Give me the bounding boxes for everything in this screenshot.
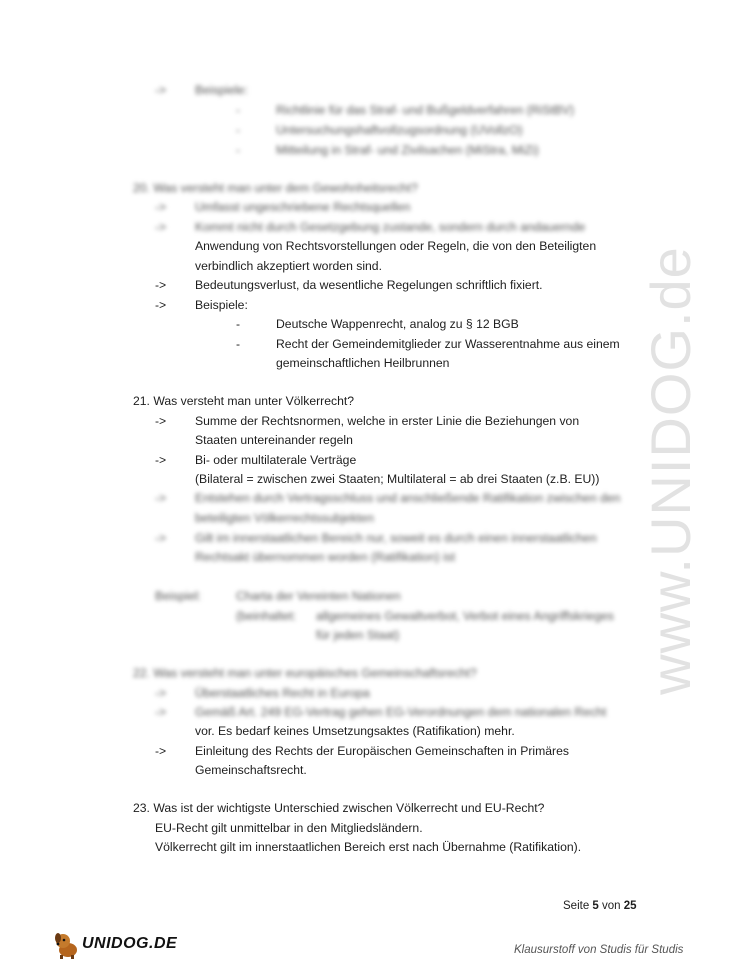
page-total: 25 <box>623 900 637 912</box>
text-line: für jeden Staat) <box>316 628 400 642</box>
text-line: gemeinschaftlichen Heilbrunnen <box>276 356 450 370</box>
page-current: 5 <box>592 900 599 912</box>
text-line: Staaten untereinander regeln <box>195 433 353 447</box>
page-middle: von <box>598 900 624 912</box>
dash-bullet: - <box>236 103 241 117</box>
dash-bullet: - <box>236 317 241 331</box>
arrow-bullet: -> <box>155 278 167 292</box>
unidog-logo <box>52 928 178 960</box>
text-line: Recht der Gemeindemitglieder zur Wasserentnahme aus einem <box>276 337 620 351</box>
text-line: Völkerrecht gilt im innerstaatlichen Bereich erst nach Übernahme (Ratifikation). <box>155 840 582 854</box>
arrow-bullet: -> <box>155 705 167 719</box>
arrow-bullet: -> <box>155 491 167 505</box>
text-line: Charta der Vereinten Nationen <box>236 589 401 603</box>
text-line: beteiligten Völkerrechtssubjekten <box>195 511 374 525</box>
text-line: 20. Was versteht man unter dem Gewohnheitsrecht? <box>133 181 418 195</box>
text-line: allgemeines Gewaltverbot, Verbot eines Angriffskrieges <box>316 609 614 623</box>
text-line: Untersuchungshaftvollzugsordnung (UVollzO) <box>276 123 523 137</box>
text-line: Gemeinschaftsrecht. <box>195 763 307 777</box>
dash-bullet: - <box>236 143 241 157</box>
dash-bullet: - <box>236 337 241 351</box>
watermark-text: www.UNIDOG.de <box>638 245 702 695</box>
text-line: Rechtsakt übernommen worden (Ratifikation) ist <box>195 550 456 564</box>
arrow-bullet: -> <box>155 744 167 758</box>
text-line: Gemäß Art. 249 EG-Vertrag gehen EG-Verordnungen dem nationalen Recht <box>195 705 607 719</box>
text-line: Beispiele: <box>195 298 248 312</box>
text-line: Gilt im innerstaatlichen Bereich nur, soweit es durch einen innerstaatlichen <box>195 531 597 545</box>
text-line: Bedeutungsverlust, da wesentliche Regelungen schriftlich fixiert. <box>195 278 543 292</box>
arrow-bullet: -> <box>155 414 167 428</box>
text-line: Deutsche Wappenrecht, analog zu § 12 BGB <box>276 317 519 331</box>
text-line: verbindlich akzeptiert worden sind. <box>195 259 382 273</box>
dog-icon <box>52 930 82 960</box>
text-line: Anwendung von Rechtsvorstellungen oder Regeln, die von den Beteiligten <box>195 239 597 253</box>
arrow-bullet: -> <box>155 453 167 467</box>
text-line: Beispiele: <box>195 83 248 97</box>
arrow-bullet: -> <box>155 298 167 312</box>
text-line: (beinhaltet: <box>236 609 297 623</box>
text-line: Einleitung des Rechts der Europäischen Gemeinschaften in Primäres <box>195 744 569 758</box>
arrow-bullet: -> <box>155 686 167 700</box>
page-number <box>563 900 637 912</box>
text-line: EU-Recht gilt unmittelbar in den Mitgliedsländern. <box>155 821 423 835</box>
text-line: (Bilateral = zwischen zwei Staaten; Multilateral = ab drei Staaten (z.B. EU)) <box>195 472 600 486</box>
text-line: Umfasst ungeschriebene Rechtsquellen <box>195 200 411 214</box>
dash-bullet: - <box>236 123 241 137</box>
text-line: Kommt nicht durch Gesetzgebung zustande, sondern durch andauernde <box>195 220 586 234</box>
footer-tagline: Klausurstoff von Studis für Studis <box>514 944 684 956</box>
watermark <box>630 245 710 695</box>
text-line: Beispiel: <box>155 589 202 603</box>
text-line: Entstehen durch Vertragsschluss und anschließende Ratifikation zwischen den <box>195 491 621 505</box>
text-line: 21. Was versteht man unter Völkerrecht? <box>133 394 355 408</box>
text-line: Mitteilung in Straf- und Zivilsachen (MiStra, MiZi) <box>276 143 539 157</box>
text-line: Summe der Rechtsnormen, welche in erster Linie die Beziehungen von <box>195 414 580 428</box>
page-prefix: Seite <box>563 900 593 912</box>
text-line: Richtlinie für das Straf- und Bußgeldverfahren (RiStBV) <box>276 103 575 117</box>
text-line: Überstaatliches Recht in Europa <box>195 686 370 700</box>
logo-text: UNIDOG.DE <box>82 935 178 952</box>
arrow-bullet: -> <box>155 531 167 545</box>
text-line: Bi- oder multilaterale Verträge <box>195 453 357 467</box>
text-line: 22. Was versteht man unter europäisches Gemeinschaftsrecht? <box>133 666 477 680</box>
arrow-bullet: -> <box>155 83 167 97</box>
text-line: 23. Was ist der wichtigste Unterschied zwischen Völkerrecht und EU-Recht? <box>133 801 545 815</box>
text-line: vor. Es bedarf keines Umsetzungsaktes (Ratifikation) mehr. <box>195 724 515 738</box>
arrow-bullet: -> <box>155 220 167 234</box>
arrow-bullet: -> <box>155 200 167 214</box>
